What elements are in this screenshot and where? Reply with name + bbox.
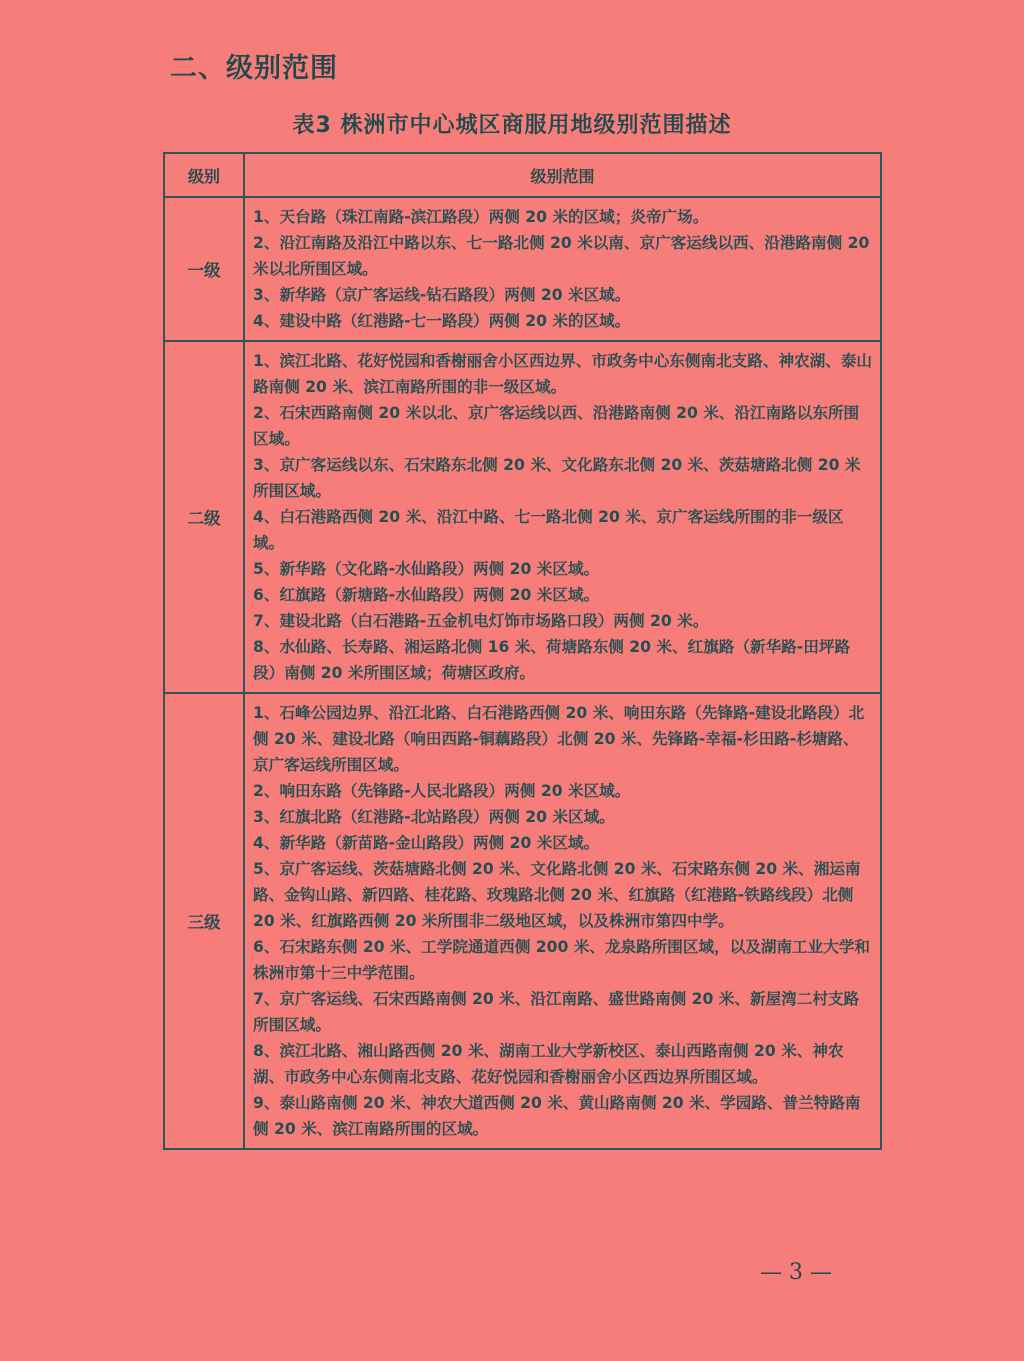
range-item: 4、白石港路西侧 20 米、沿江中路、七一路北侧 20 米、京广客运线所围的非一级区域。 (253, 508, 844, 552)
range-item: 7、建设北路（白石港路-五金机电灯饰市场路口段）两侧 20 米。 (253, 612, 709, 630)
range-cell (244, 197, 881, 341)
range-item: 7、京广客运线、石宋西路南侧 20 米、沿江南路、盛世路南侧 20 米、新屋湾二村支路所围区域。 (253, 990, 860, 1034)
level-cell: 三级 (164, 693, 244, 1149)
header-range: 级别范围 (244, 153, 881, 197)
table-header-row (164, 153, 881, 197)
range-item: 8、水仙路、长寿路、湘运路北侧 16 米、荷塘路东侧 20 米、红旗路（新华路-田坪路段）南侧 20 米所围区域；荷塘区政府。 (253, 638, 851, 682)
page-number: — 3 — (760, 1260, 832, 1285)
range-item: 5、新华路（文化路-水仙路段）两侧 20 米区域。 (253, 560, 600, 578)
range-item: 6、红旗路（新塘路-水仙路段）两侧 20 米区域。 (253, 586, 600, 604)
range-item: 4、新华路（新苗路-金山路段）两侧 20 米区域。 (253, 834, 600, 852)
range-item: 2、沿江南路及沿江中路以东、七一路北侧 20 米以南、京广客运线以西、沿港路南侧 20 米以北所围区域。 (253, 234, 870, 278)
range-item: 4、建设中路（红港路-七一路段）两侧 20 米的区域。 (253, 312, 631, 330)
range-item: 9、泰山路南侧 20 米、神农大道西侧 20 米、黄山路南侧 20 米、学园路、普兰特路南侧 20 米、滨江南路所围的区域。 (253, 1094, 861, 1138)
range-item: 3、京广客运线以东、石宋路东北侧 20 米、文化路东北侧 20 米、茨菇塘路北侧 20 米所围区域。 (253, 456, 861, 500)
table-title: 表3 株洲市中心城区商服用地级别范围描述 (292, 113, 732, 138)
level-range-table (163, 152, 882, 1150)
range-item: 8、滨江北路、湘山路西侧 20 米、湖南工业大学新校区、泰山西路南侧 20 米、神农湖、市政务中心东侧南北支路、花好悦园和香榭丽舍小区西边界所围区域。 (253, 1042, 844, 1086)
range-item: 2、石宋西路南侧 20 米以北、京广客运线以西、沿港路南侧 20 米、沿江南路以东所围区域。 (253, 404, 860, 448)
range-item: 1、天台路（珠江南路-滨江路段）两侧 20 米的区域；炎帝广场。 (253, 208, 709, 226)
table-row (164, 341, 881, 693)
range-item: 2、响田东路（先锋路-人民北路段）两侧 20 米区域。 (253, 782, 631, 800)
level-cell: 一级 (164, 197, 244, 341)
range-item: 6、石宋路东侧 20 米、工学院通道西侧 200 米、龙泉路所围区域，以及湖南工业大学和株洲市第十三中学范围。 (253, 938, 871, 982)
range-cell (244, 693, 881, 1149)
range-item: 1、石峰公园边界、沿江北路、白石港路西侧 20 米、响田东路（先锋路-建设北路段）北侧 20 米、建设北路（响田西路-铜藕路段）北侧 20 米、先锋路-幸福-杉田路-杉塘路、京广客运线所围区域。 (253, 704, 865, 774)
range-cell (244, 341, 881, 693)
header-level: 级别 (164, 153, 244, 197)
range-item: 3、新华路（京广客运线-钻石路段）两侧 20 米区域。 (253, 286, 631, 304)
level-cell: 二级 (164, 341, 244, 693)
section-heading: 二、级别范围 (170, 53, 338, 84)
range-item: 1、滨江北路、花好悦园和香榭丽舍小区西边界、市政务中心东侧南北支路、神农湖、泰山路南侧 20 米、滨江南路所围的非一级区域。 (253, 352, 873, 396)
range-item: 5、京广客运线、茨菇塘路北侧 20 米、文化路北侧 20 米、石宋路东侧 20 米、湘运南路、金钩山路、新四路、桂花路、玫瑰路北侧 20 米、红旗路（红港路-铁路线段）北侧 20 米、红旗路西侧 20 米所围非二级地区域，以及株洲市第四中学。 (253, 860, 861, 930)
table-row (164, 693, 881, 1149)
range-item: 3、红旗北路（红港路-北站路段）两侧 20 米区域。 (253, 808, 615, 826)
table-row (164, 197, 881, 341)
